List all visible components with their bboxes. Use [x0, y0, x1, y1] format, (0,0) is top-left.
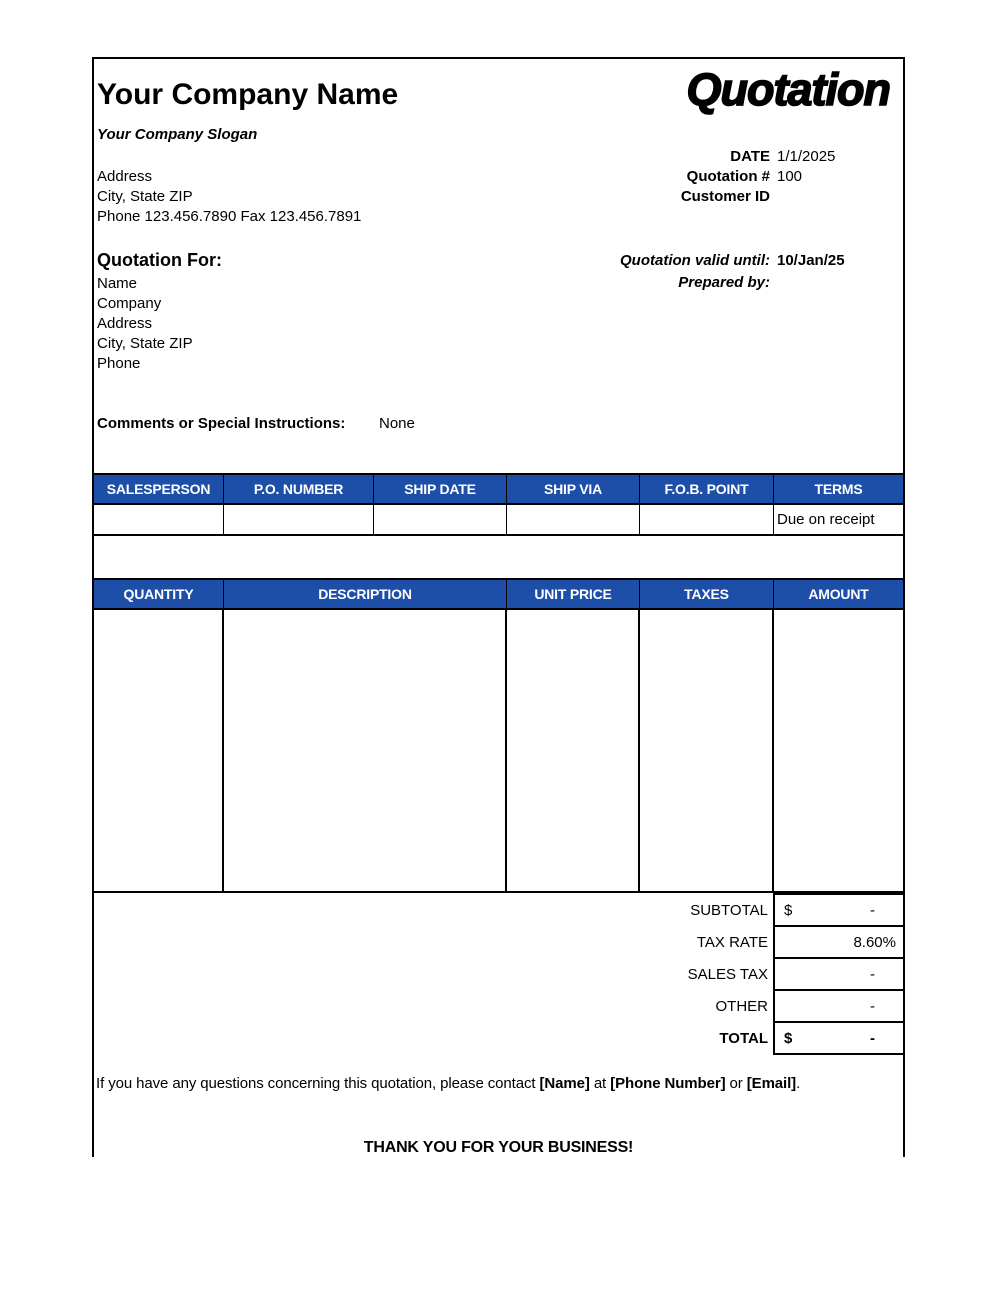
quote-number-value: 100 — [777, 168, 803, 185]
info-table-header — [94, 475, 903, 505]
thank-you-message: THANK YOU FOR YOUR BUSINESS! — [363, 1139, 634, 1156]
info-cell-terms: Due on receipt — [777, 511, 875, 528]
contact-text: or — [725, 1075, 747, 1092]
sales-tax-value: - — [870, 965, 875, 983]
other-label: OTHER — [715, 997, 768, 1015]
items-cell-unit-price — [507, 610, 640, 891]
items-table-body — [94, 610, 903, 893]
items-cell-amount — [774, 610, 903, 891]
subtotal-value: - — [870, 901, 875, 919]
info-table — [94, 473, 903, 536]
customer-line: Name — [97, 275, 138, 292]
quotation-for-heading: Quotation For: — [97, 250, 222, 270]
contact-phone-placeholder: [Phone Number] — [610, 1075, 726, 1092]
customer-id-label: Customer ID — [680, 188, 770, 205]
company-address-line: Phone 123.456.7890 Fax 123.456.7891 — [97, 208, 362, 225]
customer-line: Company — [97, 295, 162, 312]
subtotal-value-box — [773, 893, 905, 927]
header-taxes: TAXES — [640, 580, 774, 608]
contact-name-placeholder: [Name] — [539, 1075, 590, 1092]
contact-email-placeholder: [Email] — [746, 1075, 797, 1092]
total-label: TOTAL — [719, 1029, 768, 1047]
tax-rate-label: TAX RATE — [696, 933, 768, 951]
header-fob-point: F.O.B. POINT — [640, 475, 774, 503]
header-ship-via: SHIP VIA — [507, 475, 640, 503]
info-cell-ship-date — [374, 505, 507, 534]
customer-line: Address — [97, 315, 153, 332]
document-title: Quotation — [686, 64, 890, 115]
company-address-line: City, State ZIP — [97, 188, 193, 205]
items-cell-taxes — [640, 610, 774, 891]
contact-text: . — [796, 1075, 801, 1092]
subtotal-currency: $ — [784, 901, 793, 919]
other-value: - — [870, 997, 875, 1015]
total-value-box — [773, 1021, 905, 1055]
comments-label: Comments or Special Instructions: — [97, 415, 346, 432]
tax-rate-value: 8.60% — [853, 933, 896, 951]
header-ship-date: SHIP DATE — [374, 475, 507, 503]
info-cell-ship-via — [507, 505, 640, 534]
customer-line: Phone — [97, 355, 141, 372]
date-value: 1/1/2025 — [777, 148, 836, 165]
items-table-header — [94, 580, 903, 610]
prepared-by-label: Prepared by: — [678, 274, 770, 291]
header-unit-price: UNIT PRICE — [507, 580, 640, 608]
company-name: Your Company Name — [97, 78, 399, 111]
valid-until-value: 10/Jan/25 — [777, 252, 845, 269]
items-table — [94, 578, 903, 893]
subtotal-label: SUBTOTAL — [690, 901, 768, 919]
contact-text: If you have any questions concerning this quotation, please contact — [96, 1075, 540, 1092]
header-quantity: QUANTITY — [94, 580, 224, 608]
header-terms: TERMS — [814, 481, 863, 497]
comments-value: None — [379, 415, 415, 432]
header-description: DESCRIPTION — [224, 580, 507, 608]
sales-tax-value-box — [773, 957, 905, 991]
info-cell-salesperson — [94, 505, 224, 534]
customer-line: City, State ZIP — [97, 335, 193, 352]
company-slogan: Your Company Slogan — [97, 126, 258, 143]
company-address — [97, 167, 361, 227]
company-address-line: Address — [97, 168, 153, 185]
contact-text: at — [589, 1075, 611, 1092]
header-po-number: P.O. NUMBER — [224, 475, 374, 503]
info-cell-po-number — [224, 505, 374, 534]
tax-rate-value-box — [773, 925, 905, 959]
items-cell-quantity — [94, 610, 224, 891]
other-value-box — [773, 989, 905, 1023]
date-label: DATE — [730, 148, 770, 165]
total-value: - — [870, 1029, 875, 1047]
header-amount: AMOUNT — [808, 586, 869, 602]
footer-contact-line — [96, 1075, 896, 1092]
header-salesperson: SALESPERSON — [94, 475, 224, 503]
sales-tax-label: SALES TAX — [687, 965, 768, 983]
info-cell-fob-point — [640, 505, 774, 534]
valid-until-label: Quotation valid until: — [620, 252, 770, 269]
quote-number-label: Quotation # — [686, 168, 770, 185]
items-cell-description — [224, 610, 507, 891]
total-currency: $ — [784, 1029, 793, 1047]
info-table-row — [94, 505, 903, 536]
quotation-for-block — [97, 274, 193, 374]
